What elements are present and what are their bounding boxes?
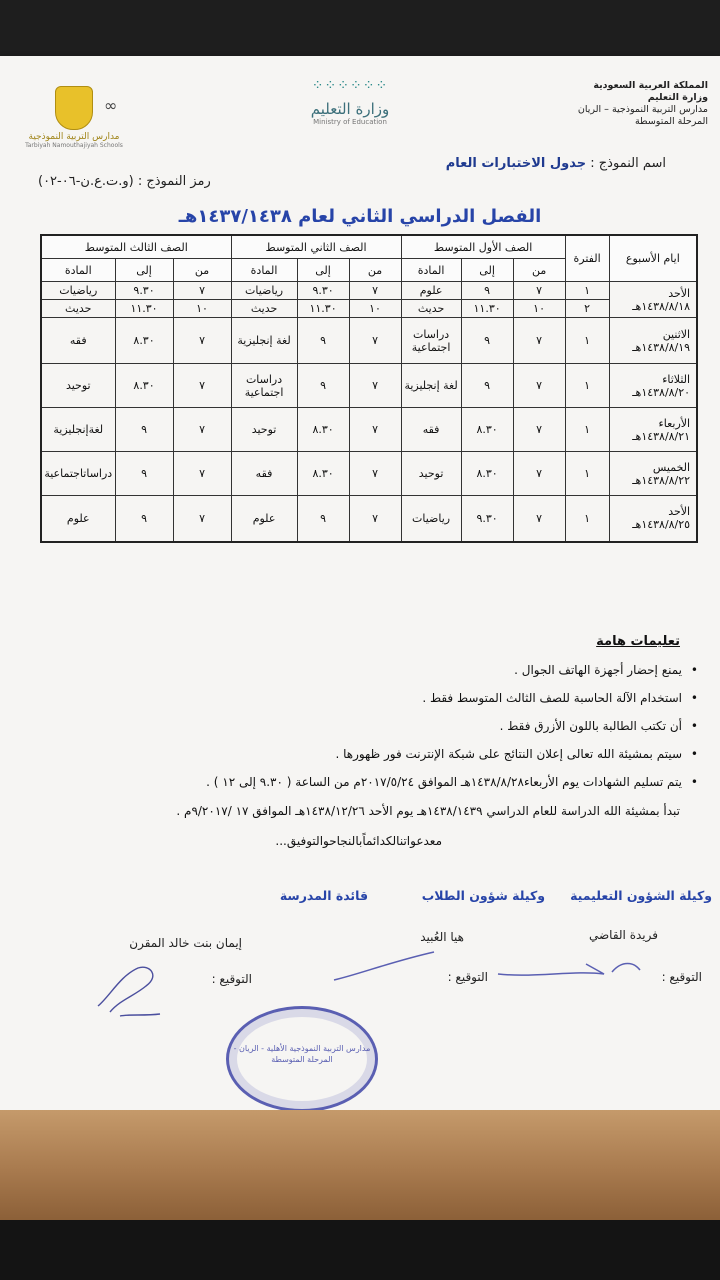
to-cell: ١١.٣٠ [115,300,173,318]
school-logo-ar: مدارس التربية النموذجية [28,132,120,142]
from-cell: ٧ [349,364,401,408]
period-cell: ١ [565,452,609,496]
day-name: الأربعاء [658,416,691,430]
to-cell: ٩ [461,318,513,364]
document-page [0,56,720,1116]
name-students: هيا العُبيد [420,930,464,944]
subject-cell: لغة إنجليزية [231,318,297,364]
day-cell [609,408,697,452]
from-cell: ٧ [173,282,231,300]
header-to: إلى [115,259,173,282]
to-cell: ١١.٣٠ [297,300,349,318]
sign-label-academic: التوقيع : [661,970,702,984]
to-cell: ٩ [297,496,349,542]
sign-label-students: التوقيع : [447,970,488,984]
from-cell: ٧ [513,318,565,364]
header-from: من [349,259,401,282]
subject-cell: حديث [231,300,297,318]
moe-logo-en: Ministry of Education [313,118,387,126]
instructions-title: تعليمات هامة [596,634,680,649]
to-cell: ٩.٣٠ [115,282,173,300]
day-cell [609,364,697,408]
vision-logo-icon: ∞ [104,96,118,115]
from-cell: ٧ [513,282,565,300]
to-cell: ٨.٣٠ [297,408,349,452]
name-academic: فريدة القاضي [588,928,658,942]
to-cell: ٨.٣٠ [115,318,173,364]
from-cell: ١٠ [349,300,401,318]
day-date: ١٤٣٨/٨/٢٥هـ [632,518,691,532]
day-name: الاثنين [662,327,691,341]
table-row [41,364,697,408]
background-desk [0,1110,720,1220]
signature-titles [0,888,720,908]
from-cell: ٧ [173,452,231,496]
from-cell: ١٠ [173,300,231,318]
day-date: ١٤٣٨/٨/٢٠هـ [632,385,691,399]
subject-cell: توحيد [41,364,115,408]
ministry-label: وزارة التعليم [647,92,708,103]
signature-principal-image [90,956,180,1026]
header-subject: المادة [231,259,297,282]
from-cell: ٧ [173,408,231,452]
header-subject: المادة [41,259,115,282]
from-cell: ٧ [173,318,231,364]
stage-label: المرحلة المتوسطة [634,116,708,127]
header-to: إلى [297,259,349,282]
day-date: ١٤٣٨/٨/٢٢هـ [632,473,691,487]
period-cell: ١ [565,496,609,542]
title-principal: قائدة المدرسة [279,888,368,903]
subject-cell: توحيد [401,452,461,496]
from-cell: ٧ [349,496,401,542]
to-cell: ١١.٣٠ [461,300,513,318]
ministry-logo [290,78,410,126]
day-date: ١٤٣٨/٨/١٩هـ [632,340,691,354]
table-row [41,452,697,496]
to-cell: ٨.٣٠ [461,408,513,452]
subject-cell: دراسات اجتماعية [231,364,297,408]
subject-cell: توحيد [231,408,297,452]
subject-cell: فقه [401,408,461,452]
form-name-value: جدول الاختبارات العام [445,156,587,171]
to-cell: ٩ [115,408,173,452]
period-cell: ١ [565,318,609,364]
header-to: إلى [461,259,513,282]
to-cell: ٩.٣٠ [461,496,513,542]
period-cell: ٢ [565,300,609,318]
from-cell: ١٠ [513,300,565,318]
exam-schedule-table [40,234,698,543]
day-cell [609,452,697,496]
header-from: من [513,259,565,282]
moe-dots-icon: ⁘⁘⁘⁘⁘⁘ [311,78,389,94]
subject-cell: حديث [41,300,115,318]
from-cell: ٧ [513,496,565,542]
day-name: الأحد [668,286,691,300]
header-period: الفترة [565,235,609,282]
instruction-item: • أن تكتب الطالبة باللون الأزرق فقط . [22,712,682,740]
form-name [446,156,666,171]
subject-cell: رياضيات [41,282,115,300]
school-start-note: تبدأ بمشيئة الله الدراسة للعام الدراسي ١٤٣٨/١٤٣٩هـ يوم الأحد ١٤٣٨/١٢/٢٦هـ الموافق ١٧ /٩/٢٠١٧م . [176,804,680,818]
day-date: ١٤٣٨/٨/١٨هـ [632,299,691,313]
from-cell: ٧ [349,408,401,452]
to-cell: ٩ [297,318,349,364]
instructions-list [22,656,700,796]
period-cell: ١ [565,364,609,408]
form-name-label: اسم النموذج : [590,156,666,171]
closing-note: معدعواتنالكدائماًبالنجاحوالتوفيق... [275,834,442,848]
subject-cell: دراساتاجتماعية [41,452,115,496]
from-cell: ٧ [173,496,231,542]
subject-cell: علوم [401,282,461,300]
title-academic: وكيلة الشؤون التعليمية [570,888,712,903]
form-code: رمز النموذج : (و.ت.ع.ن-٠٦-٠٢) [38,174,211,189]
day-name: الأحد [668,505,691,519]
table-row [41,496,697,542]
day-name: الثلاثاء [662,372,691,386]
to-cell: ٩ [115,496,173,542]
background-top [0,0,720,60]
day-date: ١٤٣٨/٨/٢١هـ [632,429,691,443]
from-cell: ٧ [513,364,565,408]
to-cell: ٩ [297,364,349,408]
subject-cell: فقه [41,318,115,364]
subject-cell: رياضيات [401,496,461,542]
signature-students-image [330,946,440,986]
header-days: ايام الأسبوع [609,235,697,282]
title-students: وكيلة شؤون الطلاب [421,888,545,903]
to-cell: ٩.٣٠ [297,282,349,300]
instruction-item: • سيتم بمشيئة الله تعالى إعلان النتائج على شبكة الإنترنت فور ظهورها . [22,740,682,768]
semester-title: الفصل الدراسي الثاني لعام ١٤٣٧/١٤٣٨هـ [178,206,542,227]
from-cell: ٧ [513,452,565,496]
header-from: من [173,259,231,282]
table-row [41,282,697,300]
subject-cell: لغة إنجليزية [401,364,461,408]
table-row [41,300,697,318]
table-row [41,408,697,452]
school-stamp [226,1006,378,1112]
to-cell: ٨.٣٠ [297,452,349,496]
from-cell: ٧ [173,364,231,408]
instruction-item: • يتم تسليم الشهادات يوم الأربعاء١٤٣٨/٨/٢٨هـ الموافق ٢٠١٧/٥/٢٤م من الساعة ( ٩.٣٠ إلى ١٢ ) . [22,768,682,796]
header-subject: المادة [401,259,461,282]
header-grade3: الصف الثالث المتوسط [41,235,231,259]
day-cell [609,318,697,364]
to-cell: ٩ [461,282,513,300]
name-principal: إيمان بنت خالد المقرن [129,936,242,950]
background-bottom [0,1220,720,1280]
to-cell: ٩ [115,452,173,496]
subject-cell: رياضيات [231,282,297,300]
day-cell [609,496,697,542]
school-logo-en: Tarbiyah Namouthajiyah Schools [25,142,123,149]
schedule-body [41,282,697,542]
instruction-item: • استخدام الآلة الحاسبة للصف الثالث المتوسط فقط . [22,684,682,712]
subject-cell: حديث [401,300,461,318]
subject-cell: علوم [231,496,297,542]
instruction-item: • يمنع إحضار أجهزة الهاتف الجوال . [22,656,682,684]
subject-cell: لغةإنجليزية [41,408,115,452]
subject-cell: دراسات اجتماعية [401,318,461,364]
sign-label-principal: التوقيع : [211,972,252,986]
to-cell: ٩ [461,364,513,408]
signature-academic-image [494,956,644,986]
header-grade2: الصف الثاني المتوسط [231,235,401,259]
school-label: مدارس التربية النموذجية – الريان [577,104,708,115]
period-cell: ١ [565,282,609,300]
from-cell: ٧ [513,408,565,452]
moe-logo-ar: وزارة التعليم [310,100,390,118]
stamp-text: مدارس التربية النموذجية الأهلية - الريان - المرحلة المتوسطة [233,1044,371,1064]
school-crest-icon [55,86,93,130]
table-row [41,318,697,364]
from-cell: ٧ [349,282,401,300]
header-institution [508,80,708,128]
to-cell: ٨.٣٠ [115,364,173,408]
from-cell: ٧ [349,318,401,364]
to-cell: ٨.٣٠ [461,452,513,496]
period-cell: ١ [565,408,609,452]
header-grade1: الصف الأول المتوسط [401,235,565,259]
from-cell: ٧ [349,452,401,496]
subject-cell: فقه [231,452,297,496]
day-name: الخميس [652,460,691,474]
kingdom-label: المملكة العربية السعودية [593,80,708,91]
day-cell [609,282,697,318]
subject-cell: علوم [41,496,115,542]
